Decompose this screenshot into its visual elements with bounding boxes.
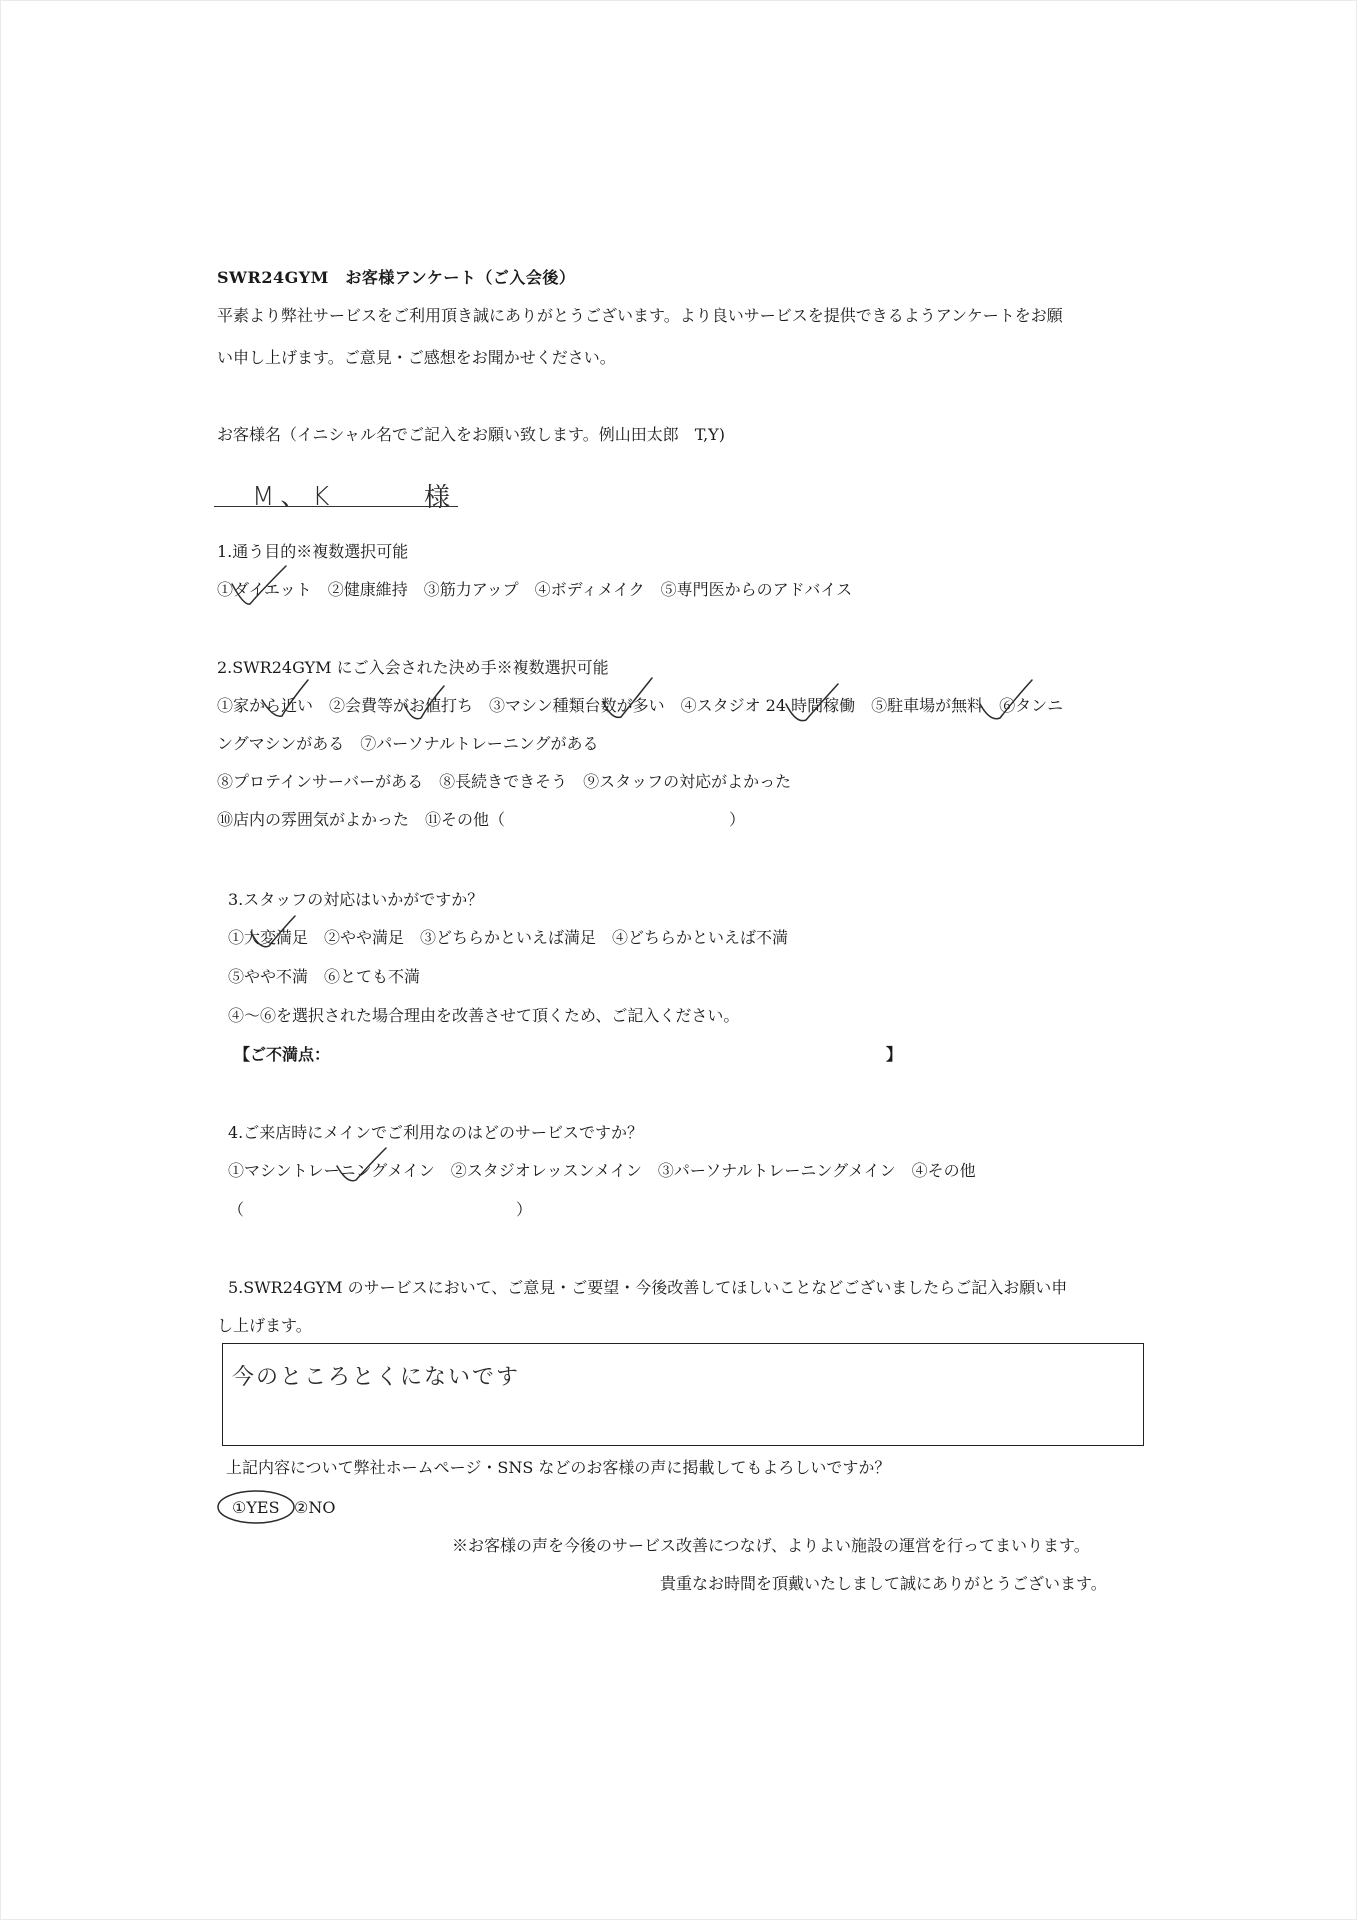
- q5-answer-box[interactable]: [222, 1343, 1144, 1446]
- name-label: お客様名（イニシャル名でご記入をお願い致します。例山田太郎 T,Y): [217, 425, 725, 444]
- q2-options-line1[interactable]: ①家から近い ②会費等がお値打ち ③マシン種類台数が多い ④スタジオ 24 時間稼働 ⑤駐車場が無料 ⑥タンニ: [217, 696, 1064, 715]
- q1-question: 1.通う目的※複数選択可能: [217, 542, 409, 561]
- intro-text-line1: 平素より弊社サービスをご利用頂き誠にありがとうございます。より良いサービスを提供できるようアンケートをお願: [217, 306, 1063, 325]
- intro-text-line2: い申し上げます。ご意見・ご感想をお聞かせください。: [217, 348, 616, 367]
- q5-question-line2: し上げます。: [217, 1316, 312, 1335]
- consent-no-option[interactable]: ②NO: [294, 1498, 336, 1517]
- q2-options-line4[interactable]: ⑩店内の雰囲気がよかった ⑪その他（ ）: [217, 810, 746, 829]
- q4-options[interactable]: ①マシントレーニングメイン ②スタジオレッスンメイン ③パーソナルトレーニングメイン ④その他: [228, 1161, 976, 1180]
- q3-complaint-close: 】: [886, 1045, 903, 1064]
- q5-question-line1: 5.SWR24GYM のサービスにおいて、ご意見・ご要望・今後改善してほしいことなどございましたらご記入お願い申: [228, 1278, 1068, 1297]
- q3-question: 3.スタッフの対応はいかがですか？: [228, 890, 484, 909]
- q3-note: ④～⑥を選択された場合理由を改善させて頂くため、ご記入ください。: [228, 1006, 740, 1025]
- q1-options[interactable]: ①ダイエット ②健康維持 ③筋力アップ ④ボディメイク ⑤専門医からのアドバイス: [217, 580, 853, 599]
- closing-note: ※お客様の声を今後のサービス改善につなげ、よりよい施設の運営を行ってまいります。: [452, 1536, 1090, 1555]
- q4-other-blank[interactable]: （ ）: [228, 1200, 533, 1219]
- q4-question: 4.ご来店時にメインでご利用なのはどのサービスですか？: [228, 1123, 643, 1142]
- q3-options-line1[interactable]: ①大変満足 ②やや満足 ③どちらかといえば満足 ④どちらかといえば不満: [228, 928, 789, 947]
- q2-question: 2.SWR24GYM にご入会された決め手※複数選択可能: [217, 658, 609, 677]
- name-suffix: 様: [424, 483, 451, 513]
- q3-options-line2[interactable]: ⑤やや不満 ⑥とても不満: [228, 967, 421, 986]
- closing-thanks: 貴重なお時間を頂戴いたしまして誠にありがとうございます。: [660, 1574, 1107, 1593]
- q3-complaint-open: 【ご不満点：: [234, 1045, 331, 1064]
- consent-question: 上記内容について弊社ホームページ・SNS などのお客様の声に掲載してもよろしいですか？: [226, 1458, 891, 1477]
- form-title: SWR24GYM お客様アンケート（ご入会後）: [217, 268, 576, 287]
- q5-answer-handwritten: 今のところとくにないです: [232, 1365, 521, 1390]
- q2-options-line2[interactable]: ングマシンがある ⑦パーソナルトレーニングがある: [217, 734, 599, 753]
- name-underline: [214, 506, 458, 507]
- consent-yes-option[interactable]: ①YES: [232, 1498, 280, 1517]
- q2-options-line3[interactable]: ⑧プロテインサーバーがある ⑧長続きできそう ⑨スタッフの対応がよかった: [217, 772, 792, 791]
- name-value-handwritten[interactable]: M、K: [252, 482, 336, 512]
